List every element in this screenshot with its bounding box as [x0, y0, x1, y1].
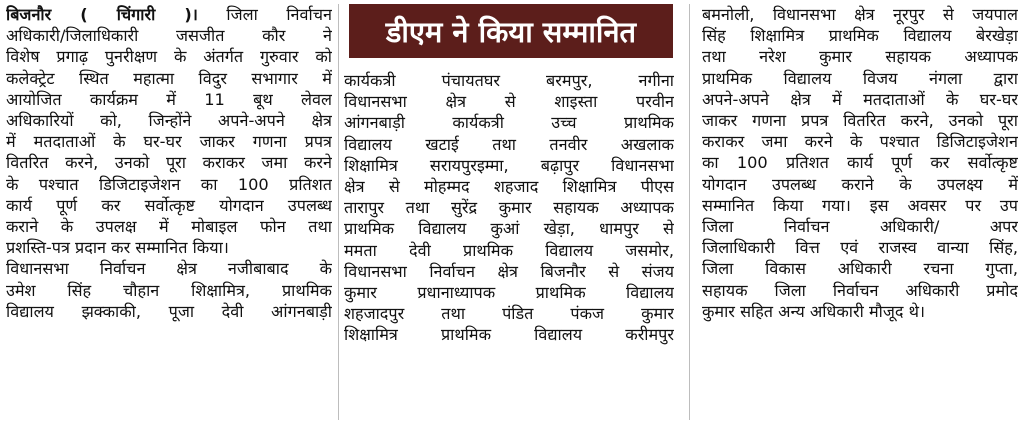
article-line: अपने-अपने क्षेत्र में मतदाताओं के घर-घर	[702, 89, 1018, 109]
article-line: विधानसभा निर्वाचन क्षेत्र नजीबाबाद के	[6, 259, 332, 279]
article-line: उमेश सिंह चौहान शिक्षामित्र, प्राथमिक	[6, 280, 332, 300]
article-line: कार्यकत्री पंचायतघर बरमपुर, नगीना	[344, 71, 674, 90]
article-line: आयोजित कार्यक्रम में 11 बूथ लेवल	[6, 89, 332, 109]
article-line: जिला विकास अधिकारी रचना गुप्ता,	[702, 259, 1018, 279]
article-line: सम्मानित किया गया। इस अवसर पर उप	[702, 195, 1018, 215]
article-line: विद्यालय खटाई तथा तनवीर अखलाक	[344, 134, 674, 154]
article-line: के पश्चात डिजिटाइजेशन का 100 प्रतिशत	[6, 174, 332, 194]
article-line: कार्य पूर्ण कर सर्वोत्कृष्ट योगदान उपलब्ध	[6, 195, 332, 215]
article-line: शिक्षामित्र प्राथमिक विद्यालय करीमपुर	[344, 325, 674, 345]
article-line: में मतदाताओं के घर-घर जाकर गणना प्रपत्र	[6, 132, 332, 152]
article-line: विधानसभा क्षेत्र से शाइस्ता परवीन	[344, 92, 674, 112]
article-line: विद्यालय झक्काकी, पूजा देवी आंगनबाड़ी	[6, 301, 332, 321]
article-line: कराने के उपलक्ष में मोबाइल फोन तथा	[6, 217, 332, 237]
article-line: बिजनौर ( चिंगारी )। जिला निर्वाचन	[6, 5, 332, 24]
article-line: शहजादपुर तथा पंडित पंकज कुमार	[344, 304, 674, 324]
column-divider	[338, 4, 339, 420]
article-line: कलेक्ट्रेट स्थित महात्मा विदुर सभागार में	[6, 68, 332, 88]
article-line: ममता देवी प्राथमिक विद्यालय जसमोर,	[344, 240, 674, 260]
headline-banner	[349, 4, 673, 58]
headline: डीएम ने किया सम्मानित	[385, 14, 637, 49]
article-line: का 100 प्रतिशत कार्य पूर्ण कर सर्वोत्कृष्ट	[702, 153, 1018, 173]
article-line: आंगनबाड़ी कार्यकत्री उच्च प्राथमिक	[344, 113, 674, 133]
article-line: तथा नरेश कुमार सहायक अध्यापक	[702, 47, 1018, 67]
article-line: योगदान उपलब्ध कराने के उपलक्ष्य में	[702, 174, 1018, 194]
article-line: जिलाधिकारी वित्त एवं राजस्व वान्या सिंह,	[702, 238, 1018, 258]
article-line: विधानसभा निर्वाचन क्षेत्र बिजनौर से संजय	[344, 261, 674, 281]
article-line: बमनोली, विधानसभा क्षेत्र नूरपुर से जयपाल	[702, 5, 1018, 24]
article-line: क्षेत्र से मोहम्मद शहजाद शिक्षामित्र पीएस	[344, 177, 674, 197]
article-column-1	[6, 4, 332, 422]
article-line: सहायक जिला निर्वाचन अधिकारी प्रमोद	[702, 280, 1018, 300]
article-column-2	[344, 70, 674, 422]
article-line: तारापुर तथा सुरेंद्र कुमार सहायक अध्यापक	[344, 198, 674, 218]
article-line: वितरित करने, उनको पूरा कराकर जमा करने	[6, 153, 332, 173]
article-line: प्राथमिक विद्यालय कुआं खेड़ा, धामपुर से	[344, 219, 674, 239]
article-column-3	[702, 4, 1018, 422]
article-line: अधिकारी/जिलाधिकारी जसजीत कौर ने	[6, 26, 332, 46]
article-line: कुमार सहित अन्य अधिकारी मौजूद थे।	[702, 301, 926, 321]
article-line: कराकर जमा करने के पश्चात डिजिटाइजेशन	[702, 132, 1018, 152]
article-line: प्राथमिक विद्यालय विजय नंगला द्वारा	[702, 68, 1018, 88]
article-line: शिक्षामित्र सरायपुरइम्मा, बढ़ापुर विधानसभा	[344, 155, 674, 175]
column-divider	[689, 4, 690, 420]
article-line: जिला निर्वाचन अधिकारी/ अपर	[702, 217, 1018, 237]
article-line: विशेष प्रगाढ़ पुनरीक्षण के अंतर्गत गुरुवार को	[6, 47, 332, 67]
article-line: सिंह शिक्षामित्र प्राथमिक विद्यालय बेरखेड़ा	[702, 26, 1018, 46]
dateline: बिजनौर ( चिंगारी )।	[6, 5, 198, 24]
article-line: कुमार प्रधानाध्यापक प्राथमिक विद्यालय	[344, 283, 674, 303]
article-line: अधिकारियों को, जिन्होंने अपने-अपने क्षेत्र	[6, 111, 332, 131]
article-line: प्रशस्ति-पत्र प्रदान कर सम्मानित किया।	[6, 238, 229, 258]
article-line: जाकर गणना प्रपत्र वितरित करने, उनको पूरा	[702, 111, 1018, 131]
